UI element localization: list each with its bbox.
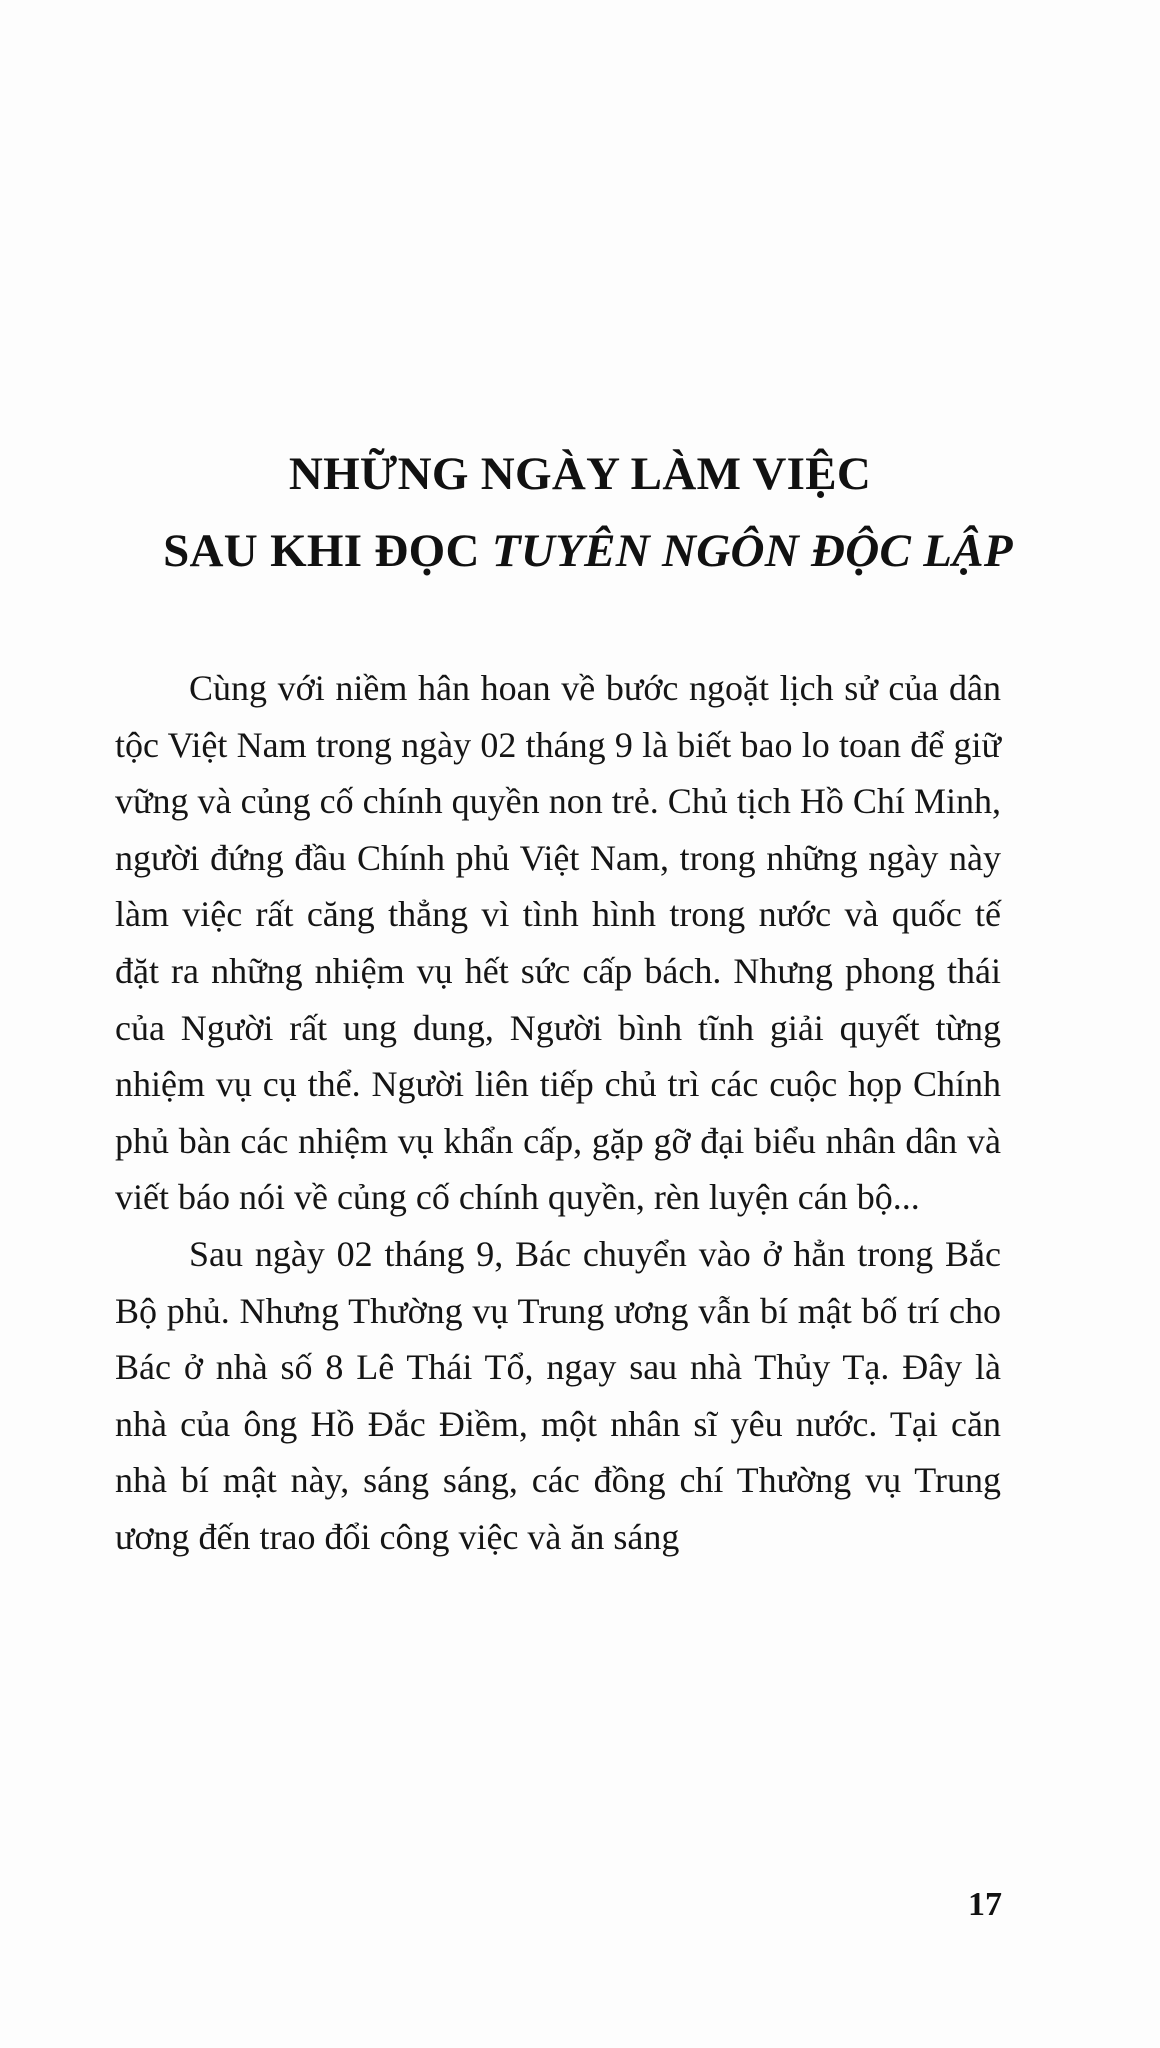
paragraph-1: Cùng với niềm hân hoan về bước ngoặt lịch sử của dân tộc Việt Nam trong ngày 02 tháng 9 là biết bao lo toan để giữ vững và củng cố chính quyền non trẻ. Chủ tịch Hồ Chí Minh, người đứng đầu Chính phủ Việt Nam, trong những ngày này làm việc rất căng thẳng vì tình hình trong nước và quốc tế đặt ra những nhiệm vụ hết sức cấp bách. Nhưng phong thái của Người rất ung dung, Người bình tĩnh giải quyết từng nhiệm vụ cụ thể. Người liên tiếp chủ trì các cuộc họp Chính phủ bàn các nhiệm vụ khẩn cấp, gặp gỡ đại biểu nhân dân và viết báo nói về củng cố chính quyền, rèn luyện cán bộ... <box>115 668 1001 1218</box>
chapter-title-line-2 <box>0 513 1160 590</box>
chapter-title-line-1: NHỮNG NGÀY LÀM VIỆC <box>288 448 872 501</box>
chapter-title <box>0 436 1160 590</box>
chapter-title-prefix: SAU KHI ĐỌC <box>163 525 480 578</box>
body-text <box>115 660 1001 1566</box>
page-number: 17 <box>968 1886 1002 1923</box>
paragraph-2: Sau ngày 02 tháng 9, Bác chuyển vào ở hẳn trong Bắc Bộ phủ. Nhưng Thường vụ Trung ương vẫn bí mật bố trí cho Bác ở nhà số 8 Lê Thái Tổ, ngay sau nhà Thủy Tạ. Đây là nhà của ông Hồ Đắc Điềm, một nhân sĩ yêu nước. Tại căn nhà bí mật này, sáng sáng, các đồng chí Thường vụ Trung ương đến trao đổi công việc và ăn sáng <box>115 1233 1001 1557</box>
chapter-title-document-name: TUYÊN NGÔN ĐỘC LẬP <box>491 525 1013 578</box>
